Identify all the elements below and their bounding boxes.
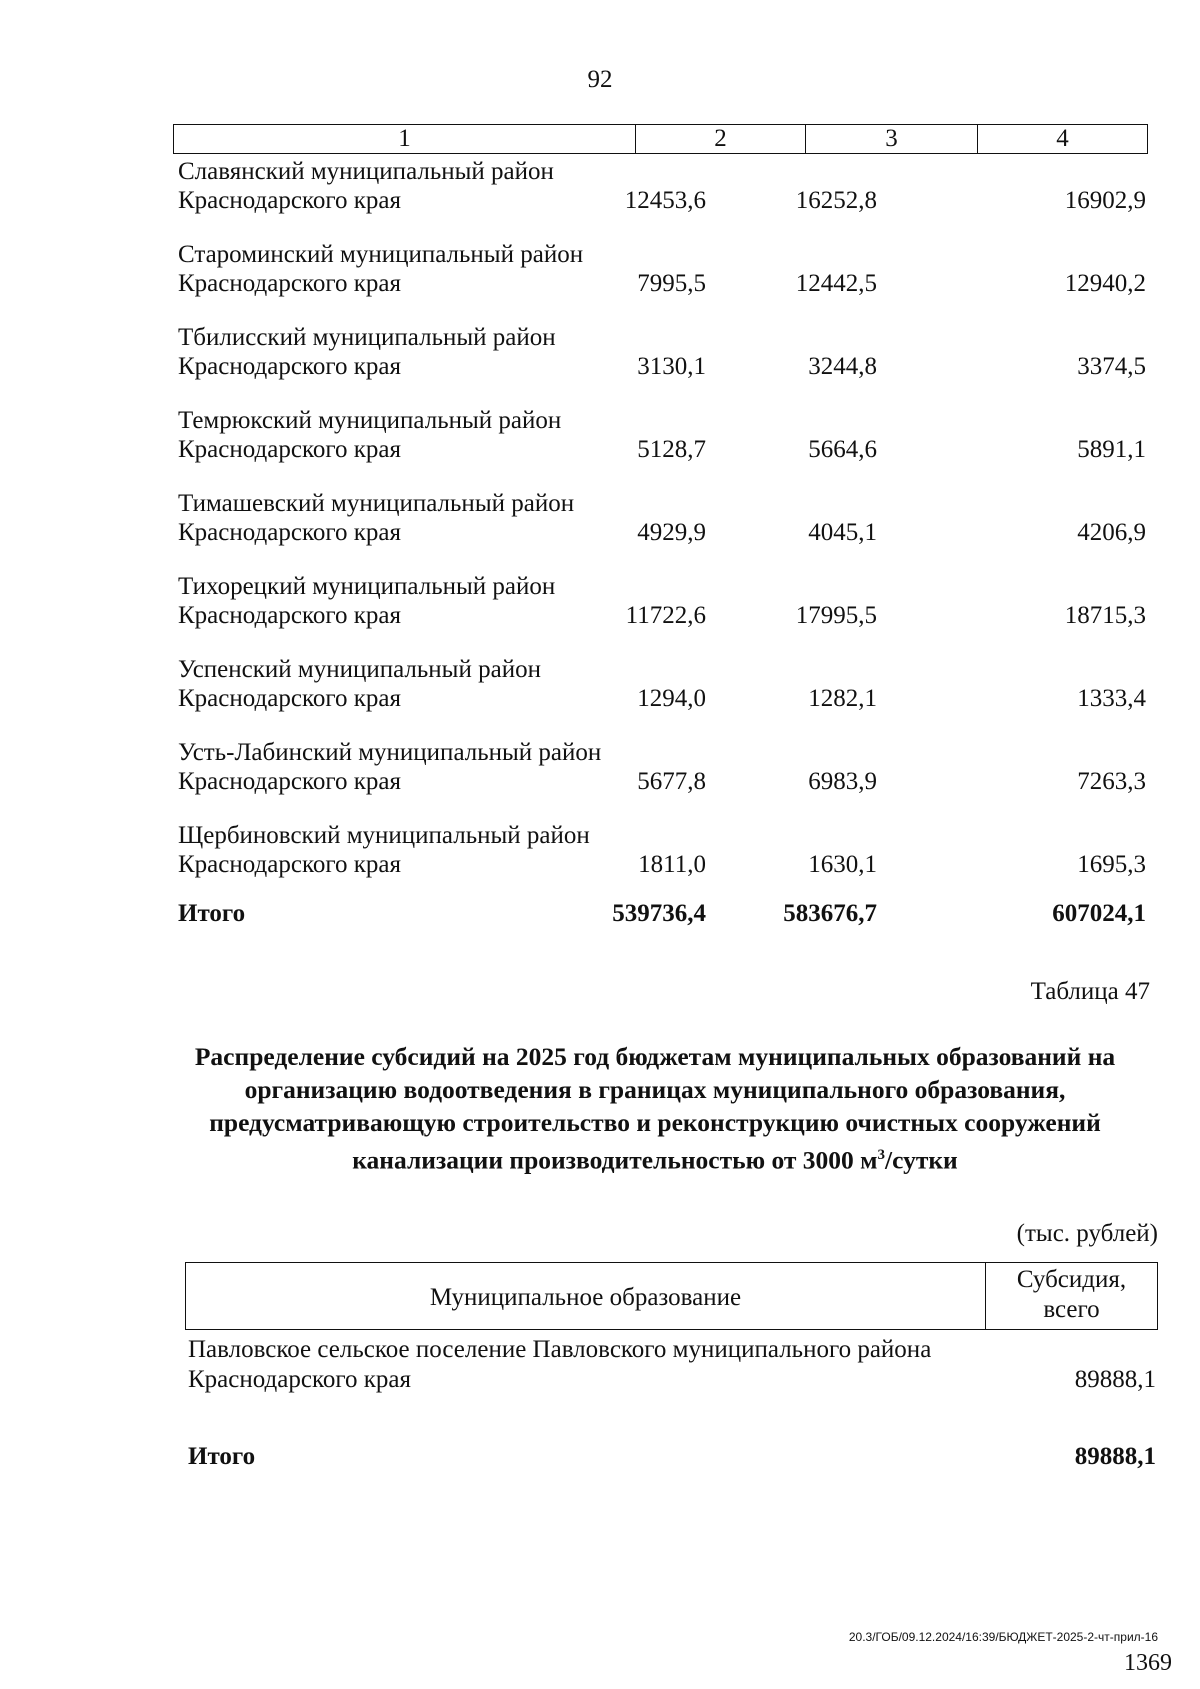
footer-code: 20.3/ГОБ/09.12.2024/16:39/БЮДЖЕТ-2025-2-чт-прил-16 [848, 1630, 1158, 1644]
table-row [178, 738, 1146, 821]
units-label: (тыс. рублей) [1016, 1220, 1158, 1247]
row-value-col-2: 1811,0 [638, 851, 706, 878]
sheet-number: 1369 [1124, 1650, 1172, 1676]
row-value-col-2: 5128,7 [637, 436, 706, 463]
row-value-col-4: 3374,5 [1077, 353, 1146, 380]
row-value-col-2: 5677,8 [637, 768, 706, 795]
row-value-col-4: 4206,9 [1077, 519, 1146, 546]
table2-header-name: Муниципальное образование [186, 1263, 986, 1329]
table1-total-row [178, 899, 1146, 959]
table2-title-end: /сутки [885, 1145, 958, 1175]
row-name: Тимашевский муниципальный район Краснодарского края [178, 490, 575, 546]
table-number: Таблица 47 [1030, 978, 1150, 1005]
total-value: 89888,1 [1074, 1443, 1156, 1470]
row-value-col-3: 3244,8 [808, 353, 877, 380]
table-row [178, 157, 1146, 240]
table-row [178, 572, 1146, 655]
row-value-col-2: 12453,6 [624, 187, 706, 214]
row-name: Усть-Лабинский муниципальный район Краснодарского края [178, 739, 602, 795]
total-label: Итого [178, 900, 246, 927]
row-name: Темрюкский муниципальный район Краснодарского края [178, 407, 562, 463]
row-value-col-3: 1282,1 [808, 685, 877, 712]
row-value-col-4: 18715,3 [1064, 602, 1146, 629]
row-value-col-3: 6983,9 [808, 768, 877, 795]
row-value-col-3: 5664,6 [808, 436, 877, 463]
row-value-col-2: 1294,0 [637, 685, 706, 712]
total-value-col-4: 607024,1 [1052, 900, 1146, 927]
table1-header-col-2: 2 [636, 125, 806, 153]
table-row [178, 489, 1146, 572]
page-number: 92 [587, 66, 613, 93]
table-row [188, 1335, 1156, 1405]
row-value-col-3: 12442,5 [795, 270, 877, 297]
row-value-col-2: 11722,6 [625, 602, 706, 629]
table1-header-col-3: 3 [806, 125, 978, 153]
row-name: Староминский муниципальный район Краснодарского края [178, 241, 584, 297]
row-value-col-4: 16902,9 [1064, 187, 1146, 214]
table2-header-value: Субсидия, всего [1016, 1266, 1127, 1323]
row-value-col-2: 7995,5 [637, 270, 706, 297]
row-name: Успенский муниципальный район Краснодарского края [178, 656, 541, 712]
row-value-col-3: 1630,1 [808, 851, 877, 878]
row-value-col-4: 1695,3 [1077, 851, 1146, 878]
table2-title-main: Распределение субсидий на 2025 год бюджетам муниципальных образований на организацию водоотведения в границах муниципального образования, предусматривающую строительство и реконструкцию очистных сооружений канализации производительностью от 3000 м [194, 1042, 1116, 1175]
table1-header-col-1: 1 [174, 125, 636, 153]
row-value-col-3: 4045,1 [808, 519, 877, 546]
table2-header [185, 1262, 1158, 1330]
table2-title [150, 1040, 1160, 1177]
table-row [178, 821, 1146, 904]
row-name: Павловское сельское поселение Павловского муниципального района Краснодарского края [188, 1336, 932, 1393]
total-label: Итого [188, 1443, 256, 1470]
table-row [178, 323, 1146, 406]
row-value-col-4: 1333,4 [1077, 685, 1146, 712]
row-name: Щербиновский муниципальный район Краснодарского края [178, 822, 590, 878]
total-value-col-3: 583676,7 [783, 900, 877, 927]
row-value-col-4: 5891,1 [1077, 436, 1146, 463]
table1-body [178, 157, 1146, 959]
row-value-col-2: 3130,1 [637, 353, 706, 380]
row-value-col-3: 16252,8 [795, 187, 877, 214]
table-row [178, 240, 1146, 323]
table2-title-superscript: 3 [877, 1147, 886, 1163]
row-value-col-2: 4929,9 [637, 519, 706, 546]
row-value-col-4: 12940,2 [1064, 270, 1146, 297]
row-value: 89888,1 [1074, 1366, 1156, 1393]
table-row [178, 406, 1146, 489]
row-name: Тихорецкий муниципальный район Краснодарского края [178, 573, 556, 629]
table1-header [173, 124, 1148, 154]
table2-total-row [188, 1443, 1156, 1477]
row-value-col-4: 7263,3 [1077, 768, 1146, 795]
table-row [178, 655, 1146, 738]
row-name: Тбилисский муниципальный район Краснодарского края [178, 324, 556, 380]
total-value-col-2: 539736,4 [612, 900, 706, 927]
row-value-col-3: 17995,5 [795, 602, 877, 629]
row-name: Славянский муниципальный район Краснодарского края [178, 158, 554, 214]
table1-header-col-4: 4 [1056, 125, 1069, 152]
